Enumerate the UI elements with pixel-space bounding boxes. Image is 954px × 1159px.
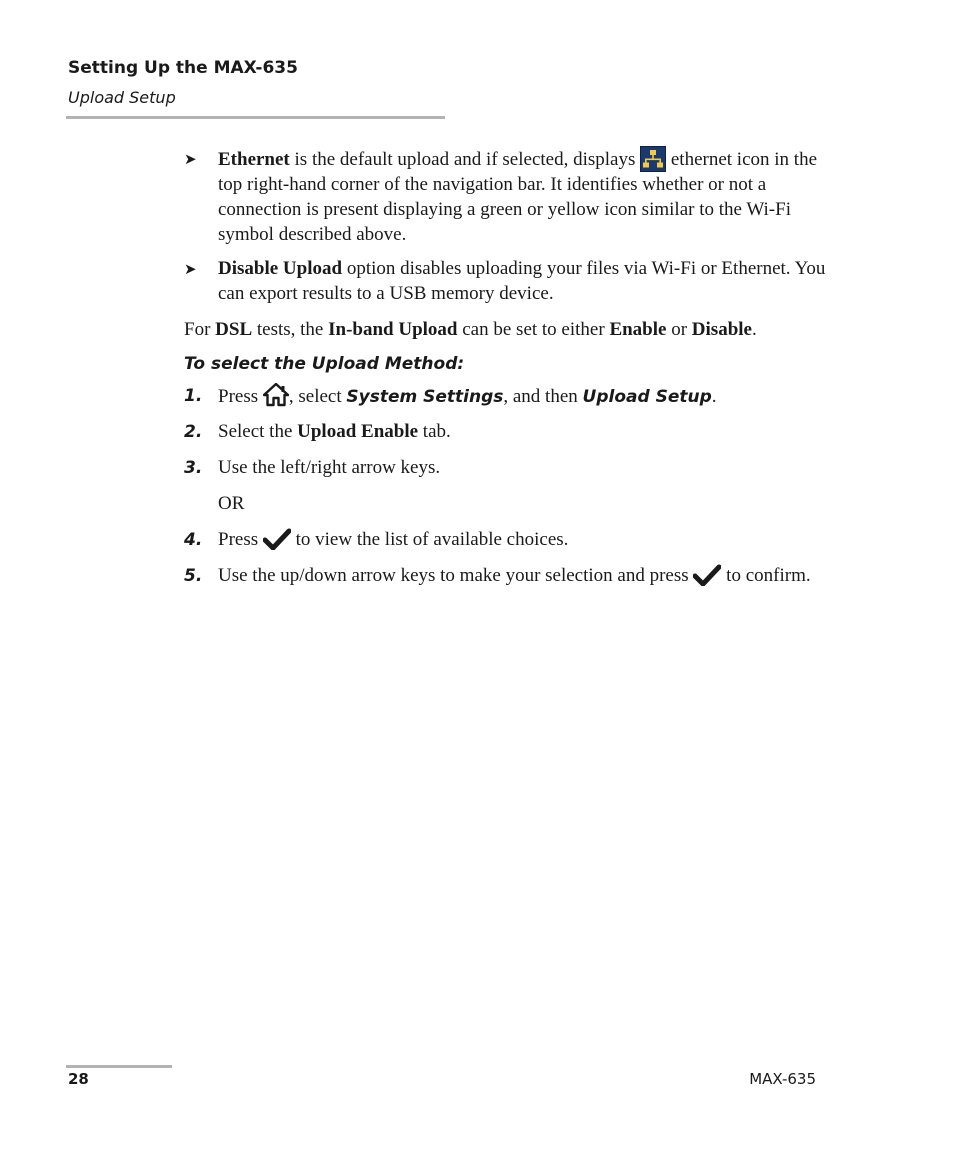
step-5: Use the up/down arrow keys to make your selection and press to confirm. bbox=[218, 563, 828, 593]
ethernet-icon bbox=[640, 146, 666, 172]
step-1: Press , select System Settings, and then Upload Setup. bbox=[218, 383, 828, 414]
bullet-ethernet: Ethernet is the default upload and if selected, displays ethernet icon in the top right-hand corner of the navigation bar. It identifies whether or not a connection is present displaying a green or yellow icon similar to the Wi-Fi symbol described above. bbox=[218, 146, 828, 247]
menu-system-settings: System Settings bbox=[346, 387, 504, 407]
step-3: Use the left/right arrow keys. bbox=[218, 457, 441, 478]
bullet-arrow-icon: ➤ bbox=[184, 152, 197, 168]
header-rule bbox=[66, 116, 445, 119]
step-4: Press to view the list of available choices. bbox=[218, 527, 828, 557]
term-disable-upload: Disable Upload bbox=[218, 258, 343, 279]
step-number: 3. bbox=[184, 458, 203, 478]
page-number: 28 bbox=[68, 1070, 89, 1088]
bullet-disable-upload: Disable Upload option disables uploading your files via Wi-Fi or Ethernet. You can export results to a USB memory device. bbox=[218, 258, 826, 304]
footer-product-name: MAX-635 bbox=[749, 1070, 816, 1088]
dsl-paragraph: For DSL tests, the In-band Upload can be set to either Enable or Disable. bbox=[184, 319, 757, 340]
step-number: 2. bbox=[184, 422, 203, 442]
step-number: 1. bbox=[184, 386, 203, 406]
checkmark-icon bbox=[693, 564, 721, 593]
step-3-or: OR bbox=[218, 493, 245, 514]
home-icon bbox=[263, 383, 289, 414]
checkmark-icon bbox=[263, 528, 291, 557]
term-ethernet: Ethernet bbox=[218, 149, 290, 170]
footer-rule bbox=[66, 1065, 172, 1068]
procedure-title: To select the Upload Method: bbox=[184, 354, 465, 374]
step-number: 4. bbox=[184, 530, 203, 550]
running-header-title: Setting Up the MAX-635 bbox=[68, 58, 298, 78]
tab-upload-enable: Upload Enable bbox=[297, 421, 419, 442]
running-header-subtitle: Upload Setup bbox=[68, 88, 176, 107]
step-number: 5. bbox=[184, 566, 203, 586]
step-2: Select the Upload Enable tab. bbox=[218, 421, 451, 442]
menu-upload-setup: Upload Setup bbox=[582, 387, 712, 407]
bullet-arrow-icon: ➤ bbox=[184, 262, 197, 278]
